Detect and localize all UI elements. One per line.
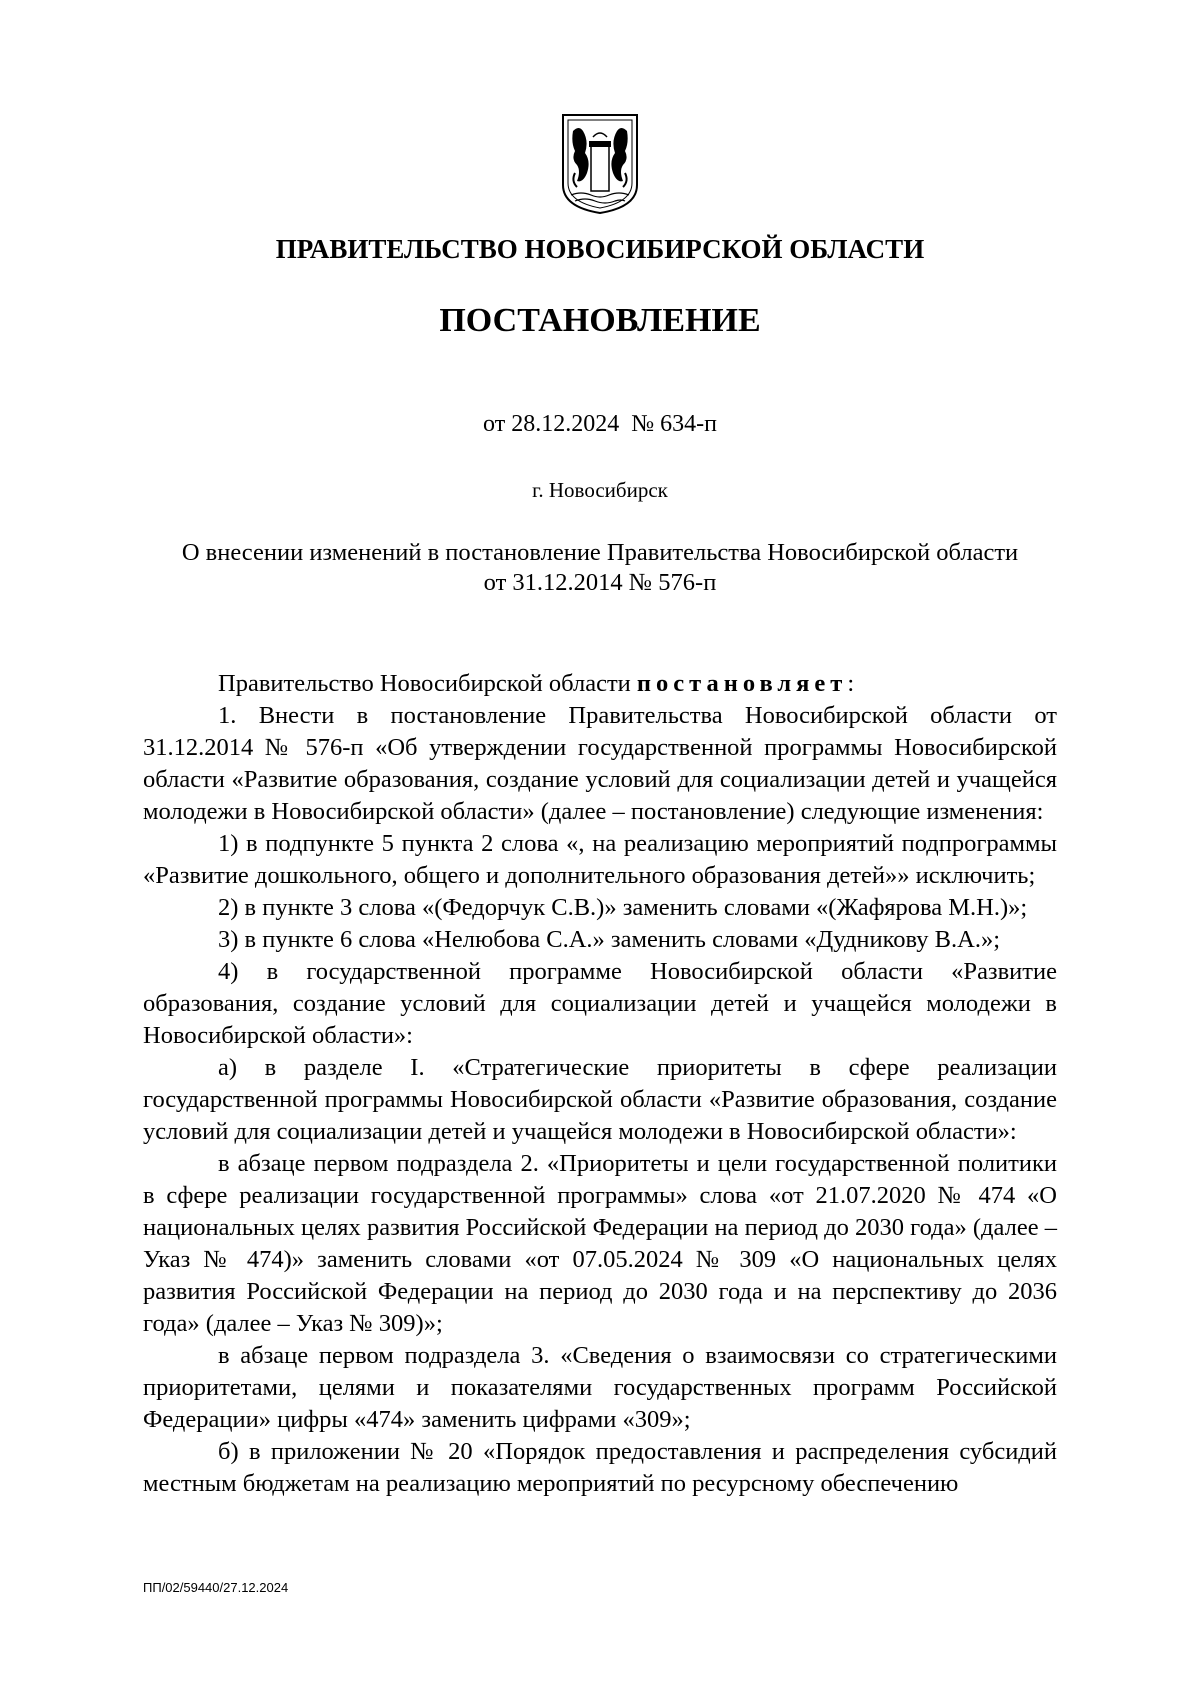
body-paragraph: 1. Внести в постановление Правительства Новосибирской области от 31.12.2014 № 576-п «Об утверждении государственной программы Новосибирской области «Развитие образования, создание условий для социализации детей и учащейся молодежи в Новосибирской области» (далее – постановление) следующие изменения: xyxy=(143,702,1057,825)
body-paragraph: 4) в государственной программе Новосибирской области «Развитие образования, создание условий для социализации детей и учащейся молодежи в Новосибирской области»: xyxy=(143,958,1057,1049)
date-and-number: от 28.12.2024 № 634-п xyxy=(483,411,717,437)
intro-suffix: : xyxy=(847,670,855,697)
intro-paragraph xyxy=(143,668,1057,700)
subject-line-1: О внесении изменений в постановление Правительства Новосибирской области xyxy=(181,539,1019,566)
body-paragraph: 3) в пункте 6 слова «Нелюбова С.А.» заменить словами «Дудникову В.А.»; xyxy=(218,926,1001,953)
intro-keyword: постановляет xyxy=(636,670,848,697)
document-subject xyxy=(140,538,1060,598)
body-paragraph: 2) в пункте 3 слова «(Федорчук С.В.)» заменить словами «(Жафярова М.Н.)»; xyxy=(218,894,1028,921)
intro-prefix: Правительство Новосибирской области xyxy=(218,670,631,697)
subject-line-2: от 31.12.2014 № 576-п xyxy=(483,569,717,596)
body-paragraph: 1) в подпункте 5 пункта 2 слова «, на реализацию мероприятий подпрограммы «Развитие дошкольного, общего и дополнительного образования детей»» исключить; xyxy=(143,830,1057,889)
coat-of-arms-icon xyxy=(559,111,641,215)
body-paragraph: в абзаце первом подраздела 2. «Приоритеты и цели государственной политики в сфере реализации государственной программы» слова «от 21.07.2020 № 474 «О национальных целях развития Российской Федерации на период до 2030 года» (далее – Указ № 474)» заменить словами «от 07.05.2024 № 309 «О национальных целях развития Российской Федерации на период до 2030 года и на перспективу до 2036 года» (далее – Указ № 309)»; xyxy=(143,1150,1057,1337)
body-paragraph: а) в разделе I. «Стратегические приоритеты в сфере реализации государственной программы Новосибирской области «Развитие образования, создание условий для социализации детей и учащейся молодежи в Новосибирской области»: xyxy=(143,1054,1057,1145)
document-registration-code: ПП/02/59440/27.12.2024 xyxy=(143,1580,289,1595)
organization-title: ПРАВИТЕЛЬСТВО НОВОСИБИРСКОЙ ОБЛАСТИ xyxy=(275,234,925,264)
body-paragraph: б) в приложении № 20 «Порядок предоставления и распределения субсидий местным бюджетам на реализацию мероприятий по ресурсному обеспечению xyxy=(143,1438,1057,1497)
city-line: г. Новосибирск xyxy=(532,478,668,502)
body-paragraph: в абзаце первом подраздела 3. «Сведения о взаимосвязи со стратегическими приоритетами, целями и показателями государственных программ Российской Федерации» цифры «474» заменить цифрами «309»; xyxy=(143,1342,1057,1433)
document-body xyxy=(143,668,1057,1500)
document-type-title: ПОСТАНОВЛЕНИЕ xyxy=(439,302,761,339)
